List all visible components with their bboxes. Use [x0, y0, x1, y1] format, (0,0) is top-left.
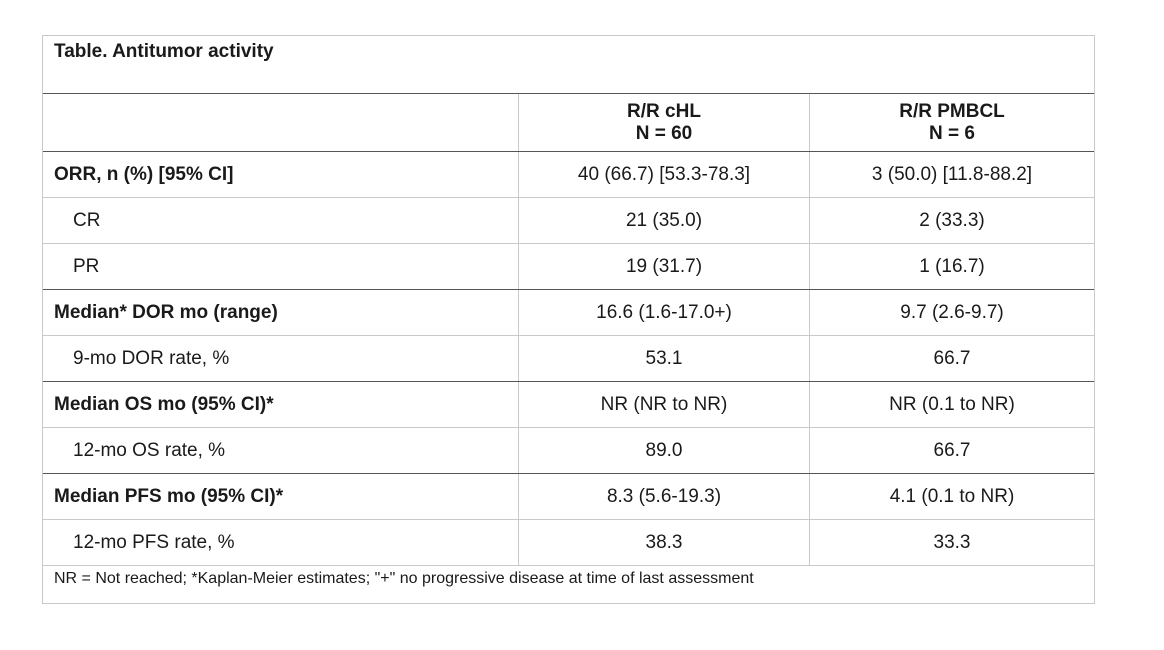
row-label: 9-mo DOR rate, % — [43, 336, 519, 382]
row-value-PMBCL: 2 (33.3) — [810, 198, 1095, 244]
table-footnote-row — [43, 566, 1094, 612]
table-row-median-os — [43, 382, 1094, 428]
row-value-PMBCL: NR (0.1 to NR) — [810, 382, 1095, 428]
row-label: 12-mo PFS rate, % — [43, 520, 519, 566]
row-value-cHL: 8.3 (5.6-19.3) — [519, 474, 810, 520]
table-row-12mo-os — [43, 428, 1094, 474]
row-label: ORR, n (%) [95% CI] — [43, 152, 519, 198]
row-value-PMBCL: 33.3 — [810, 520, 1095, 566]
row-value-PMBCL: 1 (16.7) — [810, 244, 1095, 290]
row-value-PMBCL: 3 (50.0) [11.8-88.2] — [810, 152, 1095, 198]
row-label: 12-mo OS rate, % — [43, 428, 519, 474]
row-value-cHL: 40 (66.7) [53.3-78.3] — [519, 152, 810, 198]
table-row-cr — [43, 198, 1094, 244]
table-header-row — [43, 94, 1094, 152]
header-cell-cHL — [519, 94, 810, 152]
row-value-cHL: 16.6 (1.6-17.0+) — [519, 290, 810, 336]
header-empty-cell — [43, 94, 519, 152]
table-title: Table. Antitumor activity — [54, 41, 274, 62]
row-label: Median OS mo (95% CI)* — [43, 382, 519, 428]
row-value-PMBCL: 66.7 — [810, 428, 1095, 474]
row-value-cHL: NR (NR to NR) — [519, 382, 810, 428]
table-footnote: NR = Not reached; *Kaplan-Meier estimates; "+" no progressive disease at time of last assessment — [54, 570, 754, 587]
header-cHL-line2: N = 60 — [635, 122, 693, 144]
row-value-cHL: 89.0 — [519, 428, 810, 474]
row-value-cHL: 19 (31.7) — [519, 244, 810, 290]
row-value-PMBCL: 9.7 (2.6-9.7) — [810, 290, 1095, 336]
table-row-pr — [43, 244, 1094, 290]
row-value-cHL: 38.3 — [519, 520, 810, 566]
table-row-median-dor — [43, 290, 1094, 336]
row-value-cHL: 53.1 — [519, 336, 810, 382]
row-label: CR — [43, 198, 519, 244]
row-label: Median PFS mo (95% CI)* — [43, 474, 519, 520]
table-row-9mo-dor — [43, 336, 1094, 382]
header-cell-PMBCL — [810, 94, 1095, 152]
table-title-box — [43, 36, 1094, 94]
table-row-orr — [43, 152, 1094, 198]
row-label: PR — [43, 244, 519, 290]
header-PMBCL-line2: N = 6 — [929, 122, 975, 144]
header-PMBCL-line1: R/R PMBCL — [899, 100, 1005, 122]
row-value-PMBCL: 66.7 — [810, 336, 1095, 382]
table-row-12mo-pfs — [43, 520, 1094, 566]
header-cHL-line1: R/R cHL — [627, 100, 701, 122]
table-row-median-pfs — [43, 474, 1094, 520]
row-label: Median* DOR mo (range) — [43, 290, 519, 336]
antitumor-activity-table-frame — [42, 35, 1095, 604]
results-table — [43, 94, 1094, 611]
row-value-cHL: 21 (35.0) — [519, 198, 810, 244]
row-value-PMBCL: 4.1 (0.1 to NR) — [810, 474, 1095, 520]
